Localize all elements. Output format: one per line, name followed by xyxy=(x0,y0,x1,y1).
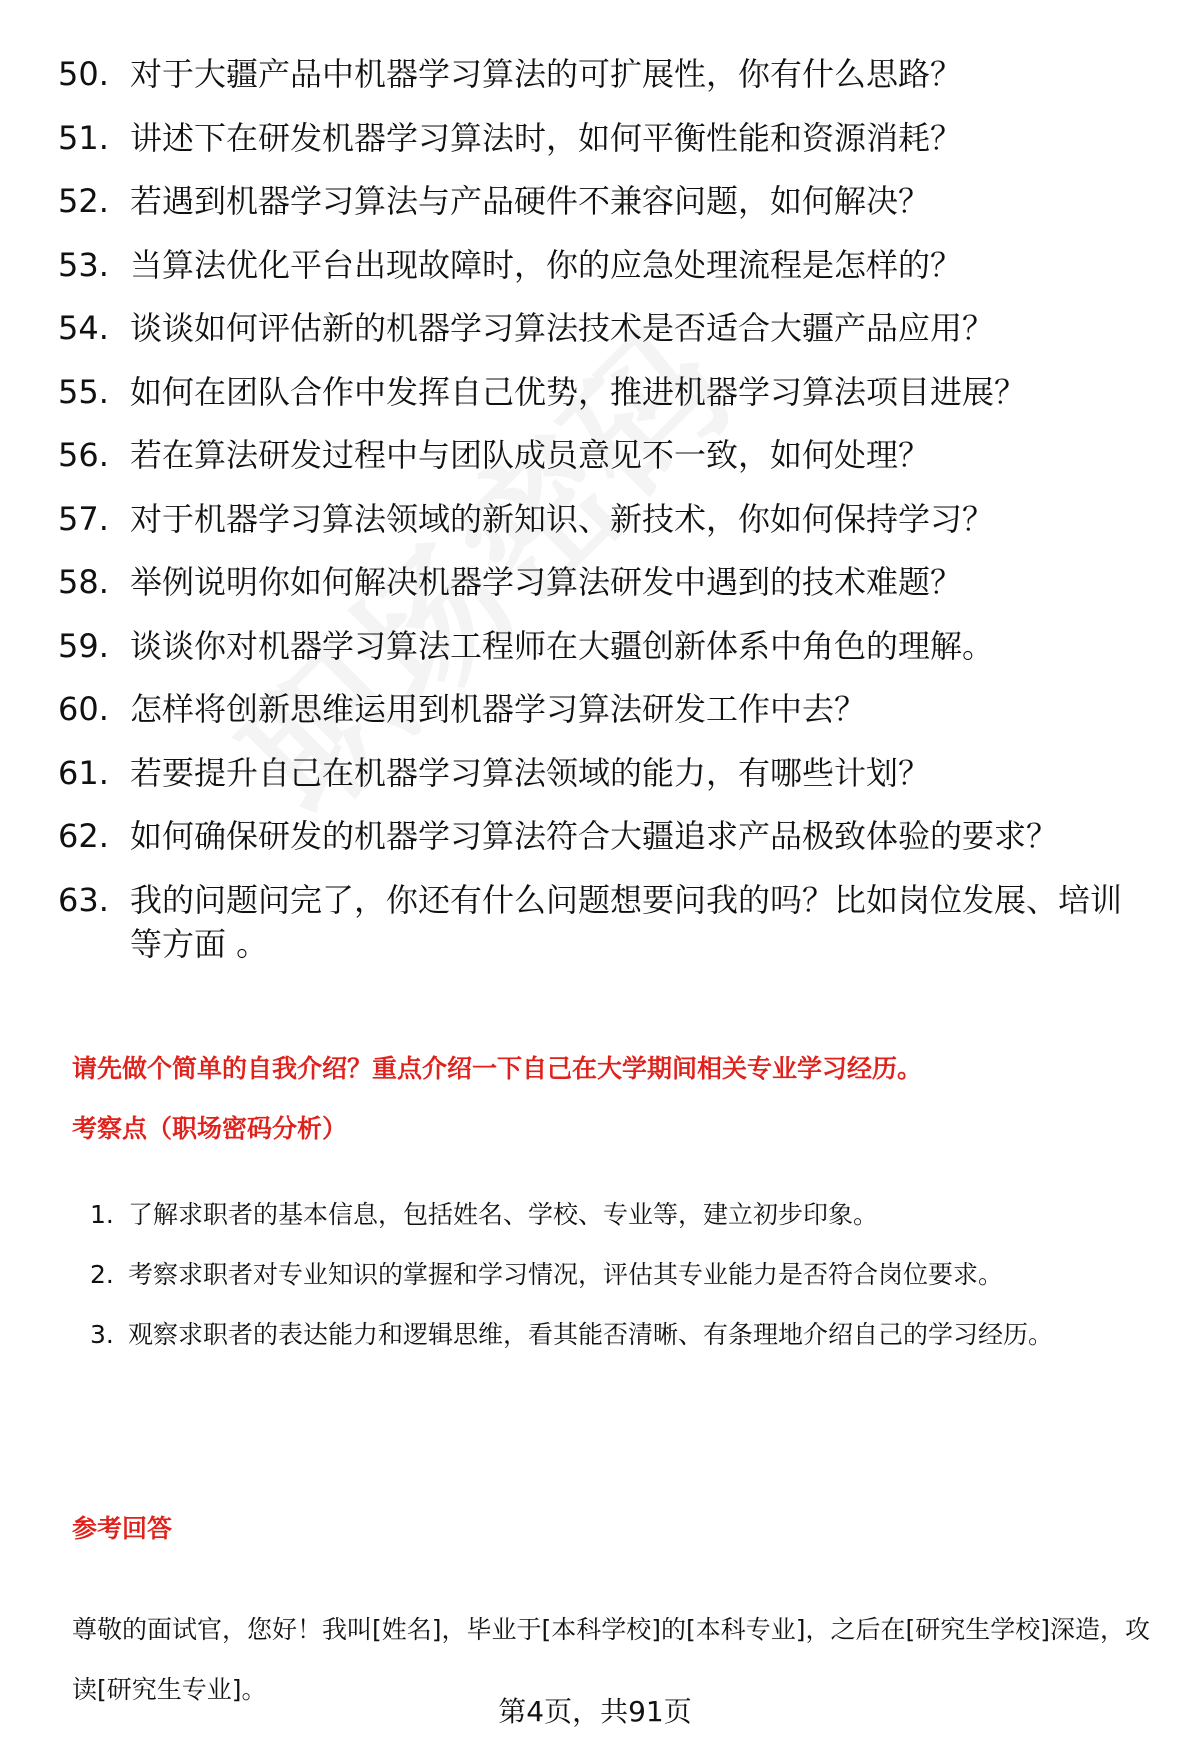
question-number: 60. xyxy=(58,690,109,728)
point-text: 观察求职者的表达能力和逻辑思维，看其能否清晰、有条理地介绍自己的学习经历。 xyxy=(128,1320,1054,1349)
question-number: 63. xyxy=(58,880,109,919)
question-item xyxy=(58,560,1138,604)
question-list xyxy=(58,52,1138,985)
analysis-points xyxy=(90,1185,1150,1365)
question-item xyxy=(58,497,1138,541)
analysis-point xyxy=(90,1305,1150,1365)
answer-heading: 参考回答 xyxy=(72,1514,173,1543)
question-number: 51. xyxy=(58,118,109,157)
question-number: 58. xyxy=(58,563,109,601)
point-number: 3. xyxy=(90,1320,114,1349)
analysis-point xyxy=(90,1245,1150,1305)
question-number: 50. xyxy=(58,55,109,93)
question-text: 如何在团队合作中发挥自己优势，推进机器学习算法项目进展？ xyxy=(130,372,1027,411)
question-number: 61. xyxy=(58,753,109,792)
question-number: 54. xyxy=(58,309,109,347)
question-text: 谈谈你对机器学习算法工程师在大疆创新体系中角色的理解。 xyxy=(130,626,995,665)
question-number: 55. xyxy=(58,372,109,411)
question-text: 当算法优化平台出现故障时，你的应急处理流程是怎样的？ xyxy=(130,245,963,284)
question-number: 59. xyxy=(58,626,109,665)
question-number: 56. xyxy=(58,436,109,474)
question-item xyxy=(58,814,1138,858)
question-item xyxy=(58,751,1138,795)
question-item xyxy=(58,433,1138,477)
question-number: 52. xyxy=(58,182,109,220)
question-number: 57. xyxy=(58,499,109,538)
question-number: 62. xyxy=(58,817,109,855)
question-item xyxy=(58,370,1138,414)
question-item xyxy=(58,687,1138,731)
question-number: 53. xyxy=(58,245,109,284)
point-text: 了解求职者的基本信息，包括姓名、学校、专业等，建立初步印象。 xyxy=(128,1200,879,1229)
question-text: 如何确保研发的机器学习算法符合大疆追求产品极致体验的要求？ xyxy=(130,817,1059,855)
question-text: 谈谈如何评估新的机器学习算法技术是否适合大疆产品应用？ xyxy=(130,309,995,347)
question-item xyxy=(58,179,1138,223)
question-item xyxy=(58,624,1138,668)
question-text: 怎样将创新思维运用到机器学习算法研发工作中去？ xyxy=(130,690,867,728)
page-number: 第4页，共91页 xyxy=(498,1695,692,1728)
question-item xyxy=(58,306,1138,350)
question-text: 我的问题问完了，你还有什么问题想要问我的吗？比如岗位发展、培训等方面 。 xyxy=(130,880,1123,963)
question-text: 举例说明你如何解决机器学习算法研发中遇到的技术难题？ xyxy=(130,563,963,601)
question-item xyxy=(58,878,1138,966)
analysis-heading: 考察点（职场密码分析） xyxy=(72,1114,348,1143)
question-text: 对于机器学习算法领域的新知识、新技术，你如何保持学习？ xyxy=(130,499,995,538)
point-text: 考察求职者对专业知识的掌握和学习情况，评估其专业能力是否符合岗位要求。 xyxy=(128,1260,1004,1289)
question-item xyxy=(58,243,1138,287)
question-text: 对于大疆产品中机器学习算法的可扩展性，你有什么思路？ xyxy=(130,55,963,93)
question-text: 若在算法研发过程中与团队成员意见不一致，如何处理？ xyxy=(130,436,931,474)
answer-text: 尊敬的面试官，您好！我叫[姓名]，毕业于[本科学校]的[本科专业]，之后在[研究生学校]深造，攻读[研究生专业]。 xyxy=(72,1615,1151,1704)
question-text: 若要提升自己在机器学习算法领域的能力，有哪些计划？ xyxy=(130,753,931,792)
question-item xyxy=(58,116,1138,160)
analysis-point xyxy=(90,1185,1150,1245)
question-item xyxy=(58,52,1138,96)
interview-question-heading: 请先做个简单的自我介绍？重点介绍一下自己在大学期间相关专业学习经历。 xyxy=(72,1054,923,1083)
question-text: 讲述下在研发机器学习算法时，如何平衡性能和资源消耗？ xyxy=(130,118,963,157)
point-number: 2. xyxy=(90,1260,114,1289)
question-text: 若遇到机器学习算法与产品硬件不兼容问题，如何解决？ xyxy=(130,182,931,220)
point-number: 1. xyxy=(90,1200,114,1229)
